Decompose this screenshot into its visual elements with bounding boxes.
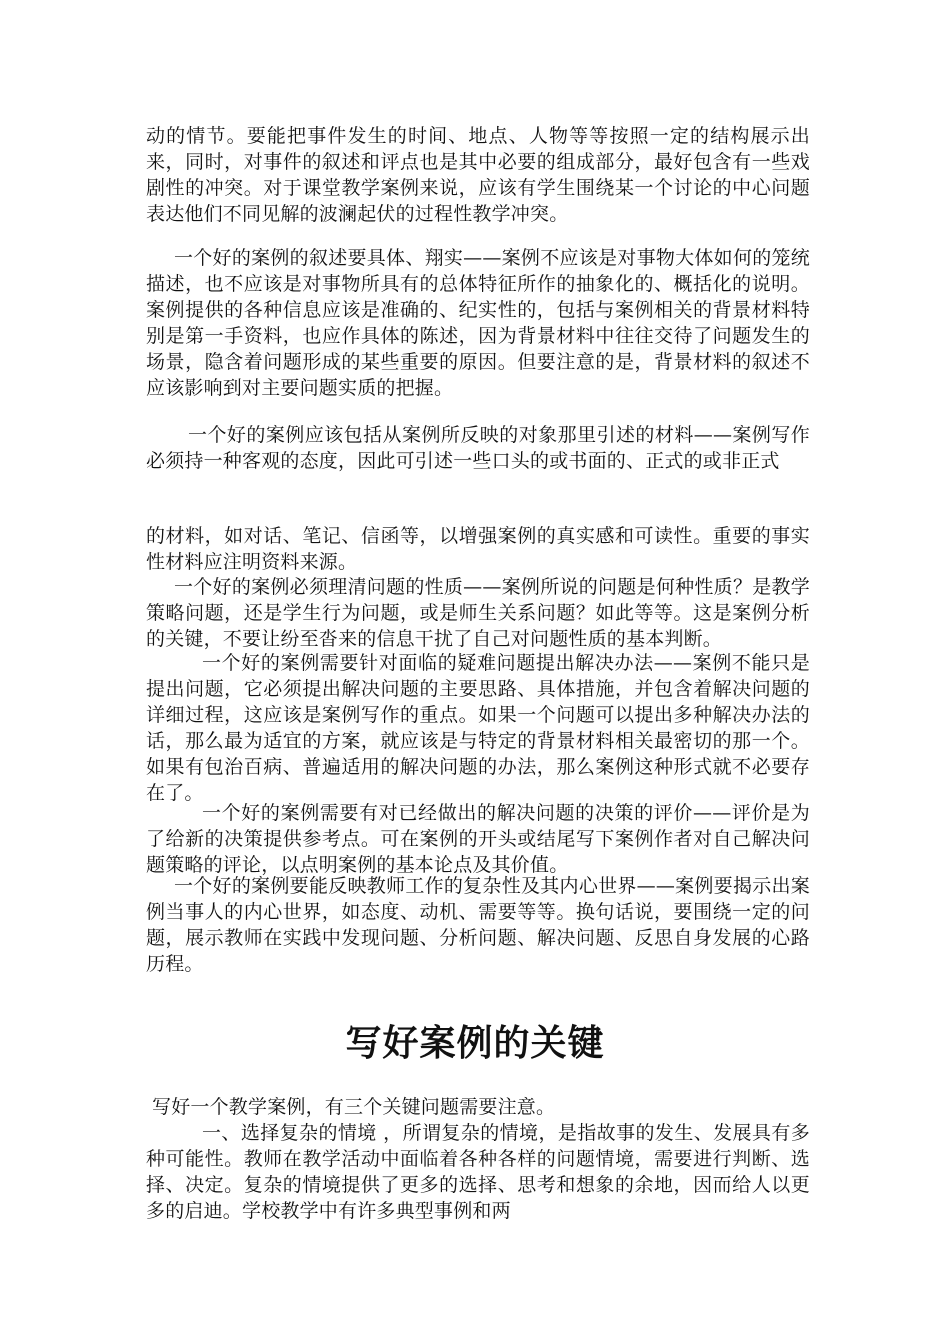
paragraph-solutions: 一个好的案例需要针对面临的疑难问题提出解决办法——案例不能只是提出问题，它必须提出解决问题的主要思路、具体措施，并包含着解决问题的详细过程，这应该是案例写作的重点。如果一个问题可以提出多种解决办法的话，那么最为适宜的方案，就应该是与特定的背景材料相关最密切的那一个。如果有包治百病、普遍适用的解决问题的办法，那么案例这种形式就不必要存在了。 — [146, 652, 810, 804]
paragraph-quoted-material-continued: 的材料，如对话、笔记、信函等，以增强案例的真实感和可读性。重要的事实性材料应注明资料来源。 — [146, 525, 810, 573]
paragraph-problem-nature: 一个好的案例必须理清问题的性质——案例所说的问题是何种性质？是教学策略问题，还是学生行为问题，或是师生关系问题？如此等等。这是案例分析的关键，不要让纷至沓来的信息干扰了自己对问题性质的基本判断。 — [146, 576, 810, 650]
section-heading: 写好案例的关键 — [345, 1023, 605, 1064]
paragraph-complex-situation: 一、选择复杂的情境 ，所谓复杂的情境，是指故事的发生、发展具有多种可能性。教师在教学活动中面临着各种各样的问题情境，需要进行判断、选择、决定。复杂的情境提供了更多的选择、思考和想象的余地，因而给人以更多的启迪。学校教学中有许多典型事例和两 — [146, 1122, 810, 1222]
paragraph-quoted-material: 一个好的案例应该包括从案例所反映的对象那里引述的材料——案例写作必须持一种客观的态度，因此可引述一些口头的或书面的、正式的或非正式 — [146, 424, 810, 472]
paragraph-three-key-issues: 写好一个教学案例，有三个关键问题需要注意。 — [152, 1096, 556, 1118]
paragraph-evaluation: 一个好的案例需要有对已经做出的解决问题的决策的评价——评价是为了给新的决策提供参考点。可在案例的开头或结尾写下案例作者对自己解决问题策略的评论，以点明案例的基本论点及其价值。 — [146, 802, 810, 876]
paragraph-concrete-narrative: 一个好的案例的叙述要具体、翔实——案例不应该是对事物大体如何的笼统描述，也不应该是对事物所具有的总体特征所作的抽象化的、概括化的说明。案例提供的各种信息应该是准确的、纪实性的，包括与案例相关的背景材料特别是第一手资料，也应作具体的陈述，因为背景材料中往往交待了问题发生的场景，隐含着问题形成的某些重要的原因。但要注意的是，背景材料的叙述不应该影响到对主要问题实质的把握。 — [146, 247, 810, 399]
paragraph-story-conflict: 动的情节。要能把事件发生的时间、地点、人物等等按照一定的结构展示出来，同时，对事件的叙述和评点也是其中必要的组成部分，最好包含有一些戏剧性的冲突。对于课堂教学案例来说，应该有学生围绕某一个讨论的中心问题表达他们不同见解的波澜起伏的过程性教学冲突。 — [146, 125, 810, 225]
paragraph-teacher-inner-world: 一个好的案例要能反映教师工作的复杂性及其内心世界——案例要揭示出案例当事人的内心世界，如态度、动机、需要等等。换句话说，要围绕一定的问题，展示教师在实践中发现问题、分析问题、解决问题、反思自身发展的心路历程。 — [146, 875, 810, 975]
